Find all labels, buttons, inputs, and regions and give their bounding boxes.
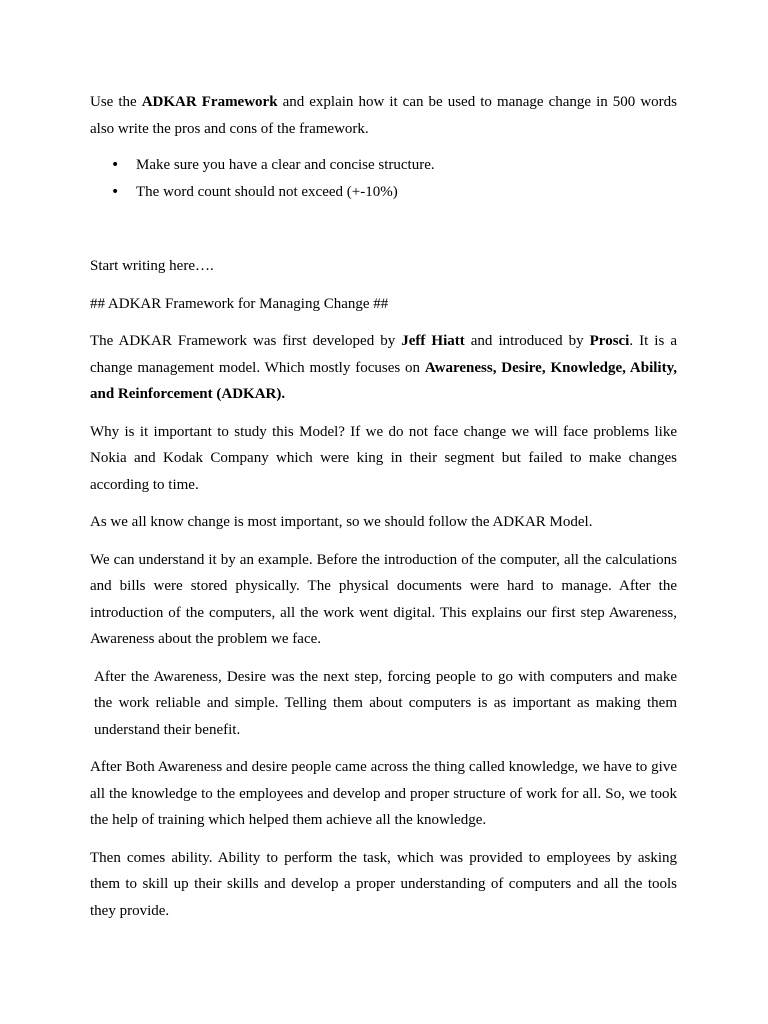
intro-bold-adkar: Awareness, Desire, Knowledge, Ability, and Reinforcement (ADKAR). [90, 359, 677, 402]
body-paragraph: As we all know change is most important, so we should follow the ADKAR Model. [90, 514, 593, 530]
prompt-text-end: and explain how it can be used to manage change in 500 words also write the pros and cons of the framework. [90, 94, 678, 137]
body-paragraph: After Both Awareness and desire people came across the thing called knowledge, we have to give all the knowledge to the employees and develop and proper structure of work for all. So, we took the help of training which helped them achieve all the knowledge. [90, 759, 677, 828]
instruction-item: • The word count should not exceed (+-10%) [90, 179, 677, 206]
intro-bold-author: Jeff Hiatt [401, 333, 465, 349]
intro-text-1: The ADKAR Framework was first developed by [90, 333, 402, 349]
prompt-paragraph [90, 89, 677, 142]
prompt-text-start: Use the [90, 94, 142, 110]
body-paragraph: Why is it important to study this Model? If we do not face change we will face problems like Nokia and Kodak Company which were king in their segment but failed to make changes according to time. [90, 423, 677, 493]
prompt-bold-framework: ADKAR Framework [141, 94, 278, 110]
body-paragraph: After the Awareness, Desire was the next step, forcing people to go with computers and make the work reliable and simple. Telling them about computers is as important as making them understand their benefit. [94, 668, 677, 738]
body-paragraph: Then comes ability. Ability to perform the task, which was provided to employees by asking them to skill up their skills and develop a proper understanding of computers and all the tools they provide. [90, 849, 677, 919]
instruction-list [90, 152, 677, 206]
intro-bold-company: Prosci [589, 333, 630, 349]
document-body [90, 89, 677, 935]
intro-text-3: . It is a change management model. Which mostly focuses on [90, 333, 677, 376]
intro-paragraph [90, 328, 677, 408]
intro-text-2: and introduced by [464, 333, 590, 349]
start-writing-label: Start writing here…. [90, 258, 214, 274]
instruction-item: • Make sure you have a clear and concise structure. [90, 152, 677, 179]
body-paragraph: We can understand it by an example. Before the introduction of the computer, all the calculations and bills were stored physically. The physical documents were hard to manage. After the introduction of the computers, all the work went digital. This explains our first step Awareness, Awareness about the problem we face. [90, 551, 677, 647]
section-title: ## ADKAR Framework for Managing Change ## [90, 295, 389, 312]
